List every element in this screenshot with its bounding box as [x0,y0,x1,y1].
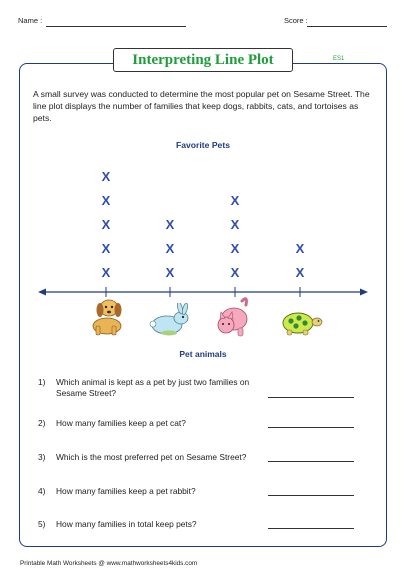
number-line-right-arrow [360,289,368,296]
plot-mark-rabbit-3: X [165,217,175,232]
question-text-1: Which animal is kept as a pet by just two families on Sesame Street? [56,377,250,398]
worksheet-title: Interpreting Line Plot [113,48,293,72]
question-number-4: 4) [38,486,46,496]
chart-title: Favorite Pets [176,140,230,150]
plot-mark-dog-2: X [101,241,111,256]
answer-line-5[interactable] [268,528,354,529]
cat-icon [212,295,254,339]
footer-text: Printable Math Worksheets @ www.mathworksheets4kids.com [20,560,198,567]
plot-mark-cat-3: X [230,217,240,232]
plot-mark-dog-3: X [101,217,111,232]
answer-line-4[interactable] [268,495,354,496]
worksheet-code: ES1 [333,56,345,62]
question-text-3: Which is the most preferred pet on Sesame Street? [56,452,247,462]
number-line [0,284,406,300]
name-field-line[interactable] [46,26,186,27]
plot-mark-dog-5: X [101,169,111,184]
question-text-5: How many families in total keep pets? [56,519,197,529]
answer-line-2[interactable] [268,427,354,428]
score-field-line[interactable] [307,26,387,27]
plot-mark-dog-1: X [101,265,111,280]
question-number-3: 3) [38,452,46,462]
rabbit-icon [147,303,193,337]
plot-mark-dog-4: X [101,193,111,208]
plot-mark-rabbit-2: X [165,241,175,256]
question-number-2: 2) [38,418,46,428]
answer-line-1[interactable] [268,397,354,398]
question-text-2: How many families keep a pet cat? [56,418,186,428]
intro-paragraph: A small survey was conducted to determine the most popular pet on Sesame Street. The line plot displays the number of families that keep dogs, rabbits, cats, and tortoises as pets. [33,89,370,123]
plot-mark-tortoise-2: X [295,241,305,256]
worksheet-frame [19,63,387,547]
score-label: Score : [284,16,308,25]
number-line-left-arrow [38,289,46,296]
dog-icon [88,296,126,338]
plot-mark-cat-2: X [230,241,240,256]
plot-mark-cat-1: X [230,265,240,280]
name-label: Name : [18,16,43,25]
answer-line-3[interactable] [268,461,354,462]
tortoise-icon [279,308,323,338]
plot-mark-rabbit-1: X [165,265,175,280]
plot-mark-cat-4: X [230,193,240,208]
plot-mark-tortoise-1: X [295,265,305,280]
question-number-1: 1) [38,377,46,387]
x-axis-label: Pet animals [179,349,227,359]
question-text-4: How many families keep a pet rabbit? [56,486,196,496]
question-number-5: 5) [38,519,46,529]
